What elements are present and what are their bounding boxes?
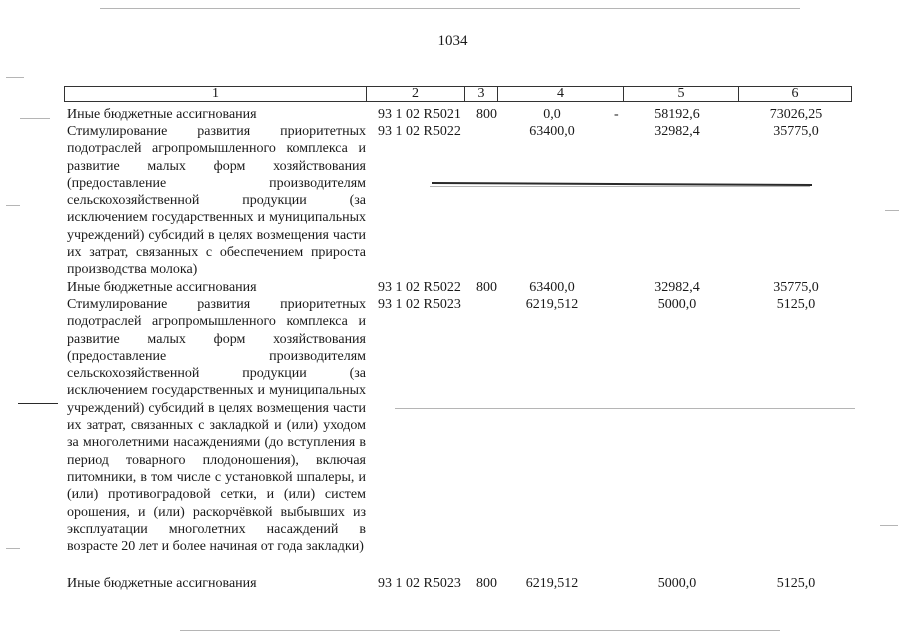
- header-col-2: 2: [366, 87, 464, 101]
- row-value-col4: 63400,0: [529, 280, 575, 295]
- row-value-col5: 58192,6: [654, 107, 700, 122]
- row-value-col4: 6219,512: [525, 297, 579, 312]
- scan-streak: [20, 118, 50, 119]
- scan-streak: [6, 205, 20, 206]
- row-value-col6: 73026,25: [769, 107, 823, 122]
- row-type: 800: [476, 576, 497, 591]
- row-value-col6: 35775,0: [773, 124, 819, 139]
- row-value-col6: 5125,0: [776, 576, 816, 591]
- row-value-col4: 63400,0: [529, 124, 575, 139]
- header-col-3: 3: [464, 87, 497, 101]
- header-col-4: 4: [497, 87, 623, 101]
- row-code: 93 1 02 R5021: [378, 107, 461, 122]
- row-value-col5: 32982,4: [654, 280, 700, 295]
- row-value-col6: 5125,0: [776, 297, 816, 312]
- row-value-col4: 0,0: [543, 107, 561, 122]
- row-value-col4: 6219,512: [525, 576, 579, 591]
- scan-streak: [885, 210, 899, 211]
- row-value-col6: 35775,0: [773, 280, 819, 295]
- scan-streak: [430, 186, 810, 187]
- row-value-col5: 5000,0: [657, 297, 697, 312]
- row-code: 93 1 02 R5022: [378, 124, 461, 139]
- row-description: Стимулирование развития приоритетных подотраслей агропромышленного комплекса и развитие малых форм хозяйствования (предоставление производителям сельскохозяйственной продукции (за исключением государственных и муниципальных учреждений) субсидий в целях возмещения части их затрат, связанных с обеспечением прироста производства молока): [67, 124, 366, 278]
- scan-streak: [6, 548, 20, 549]
- row-code: 93 1 02 R5023: [378, 576, 461, 591]
- header-col-6: 6: [738, 87, 851, 101]
- row-value-col5: 32982,4: [654, 124, 700, 139]
- header-col-1: 1: [212, 86, 219, 101]
- row-mark: -: [614, 107, 619, 122]
- scan-streak: [6, 77, 24, 78]
- header-col-5: 5: [623, 87, 738, 101]
- row-code: 93 1 02 R5023: [378, 297, 461, 312]
- scan-streak: [180, 630, 780, 631]
- scan-streak: [880, 525, 898, 526]
- table-header: [64, 86, 852, 102]
- scan-streak: [18, 403, 58, 404]
- row-type: 800: [476, 107, 497, 122]
- row-value-col5: 5000,0: [657, 576, 697, 591]
- scan-streak: [395, 408, 855, 409]
- row-code: 93 1 02 R5022: [378, 280, 461, 295]
- scan-streak: [100, 8, 800, 9]
- row-description: Иные бюджетные ассигнования: [67, 576, 257, 591]
- row-description: Иные бюджетные ассигнования: [67, 107, 257, 122]
- row-description: Иные бюджетные ассигнования: [67, 280, 257, 295]
- row-type: 800: [476, 280, 497, 295]
- row-description: Стимулирование развития приоритетных подотраслей агропромышленного комплекса и развитие малых форм хозяйствования (предоставление производителям сельскохозяйственной продукции (за исключением государственных и муниципальных учреждений) субсидий в целях возмещения части их затрат, связанных с закладкой и (или) уходом за многолетними насаждениями (до вступления в период товарного плодоношения), включая питомники, в том числе с установкой шпалеры, и (или) противоградовой сетки, и (или) систем орошения, и (или) раскорчёвкой выбывших из эксплуатации многолетних насаждений в возрасте 20 лет и более начиная от года закладки): [67, 297, 366, 555]
- page-number: 1034: [437, 33, 468, 49]
